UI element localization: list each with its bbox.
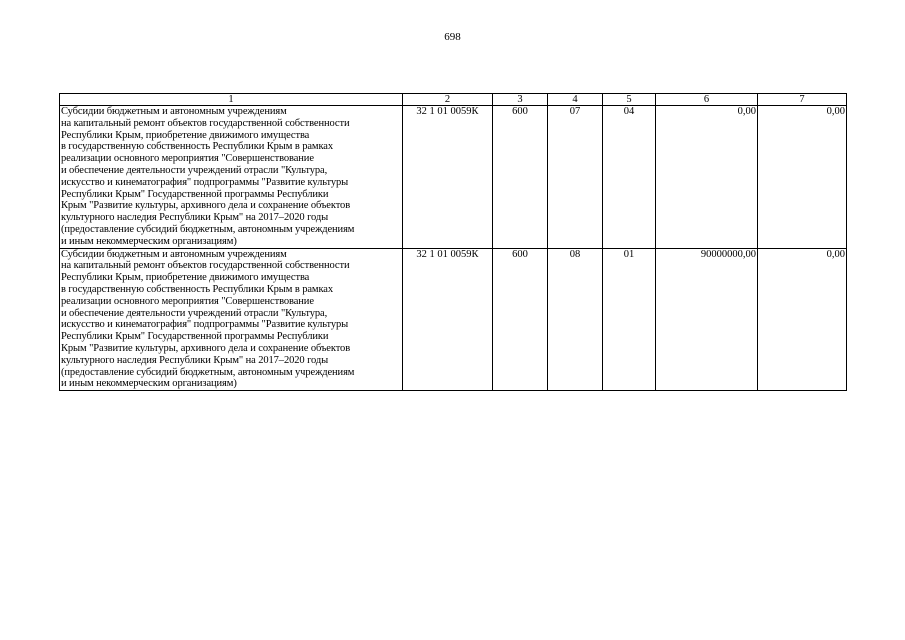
table-row	[60, 248, 847, 391]
column-header-4: 4	[548, 94, 603, 106]
row-amount-7: 0,00	[758, 106, 847, 249]
row-col5: 04	[603, 106, 656, 249]
column-header-5: 5	[603, 94, 656, 106]
header-row	[60, 94, 847, 106]
row-amount-6: 0,00	[656, 106, 758, 249]
column-header-6: 6	[656, 94, 758, 106]
row-amount-6: 90000000,00	[656, 248, 758, 391]
row-col3: 600	[493, 248, 548, 391]
page-number: 698	[444, 31, 461, 43]
table-row	[60, 106, 847, 249]
row-col3: 600	[493, 106, 548, 249]
row-description: Субсидии бюджетным и автономным учреждениям на капитальный ремонт объектов государственной собственности Республики Крым, приобретение движимого имущества в государственную собственность Республики Крым в рамках реализации основного мероприятия "Совершенствование и обеспечение деятельности учреждений отрасли "Культура, искусство и кинематография" подпрограммы "Развитие культуры Республики Крым" Государственной программы Республики Крым "Развитие культуры, архивного дела и сохранение объектов культурного наследия Республики Крым" на 2017–2020 годы (предоставление субсидий бюджетным, автономным учреждениям и иным некоммерческим организациям)	[60, 106, 403, 249]
row-description: Субсидии бюджетным и автономным учреждениям на капитальный ремонт объектов государственной собственности Республики Крым, приобретение движимого имущества в государственную собственность Республики Крым в рамках реализации основного мероприятия "Совершенствование и обеспечение деятельности учреждений отрасли "Культура, искусство и кинематография" подпрограммы "Развитие культуры Республики Крым" Государственной программы Республики Крым "Развитие культуры, архивного дела и сохранение объектов культурного наследия Республики Крым" на 2017–2020 годы (предоставление субсидий бюджетным, автономным учреждениям и иным некоммерческим организациям)	[60, 248, 403, 391]
column-header-3: 3	[493, 94, 548, 106]
row-amount-7: 0,00	[758, 248, 847, 391]
column-header-1: 1	[60, 94, 403, 106]
column-header-2: 2	[403, 94, 493, 106]
column-header-7: 7	[758, 94, 847, 106]
row-code: 32 1 01 0059К	[403, 106, 493, 249]
row-col4: 07	[548, 106, 603, 249]
row-col4: 08	[548, 248, 603, 391]
budget-table	[59, 93, 847, 391]
row-code: 32 1 01 0059К	[403, 248, 493, 391]
row-col5: 01	[603, 248, 656, 391]
